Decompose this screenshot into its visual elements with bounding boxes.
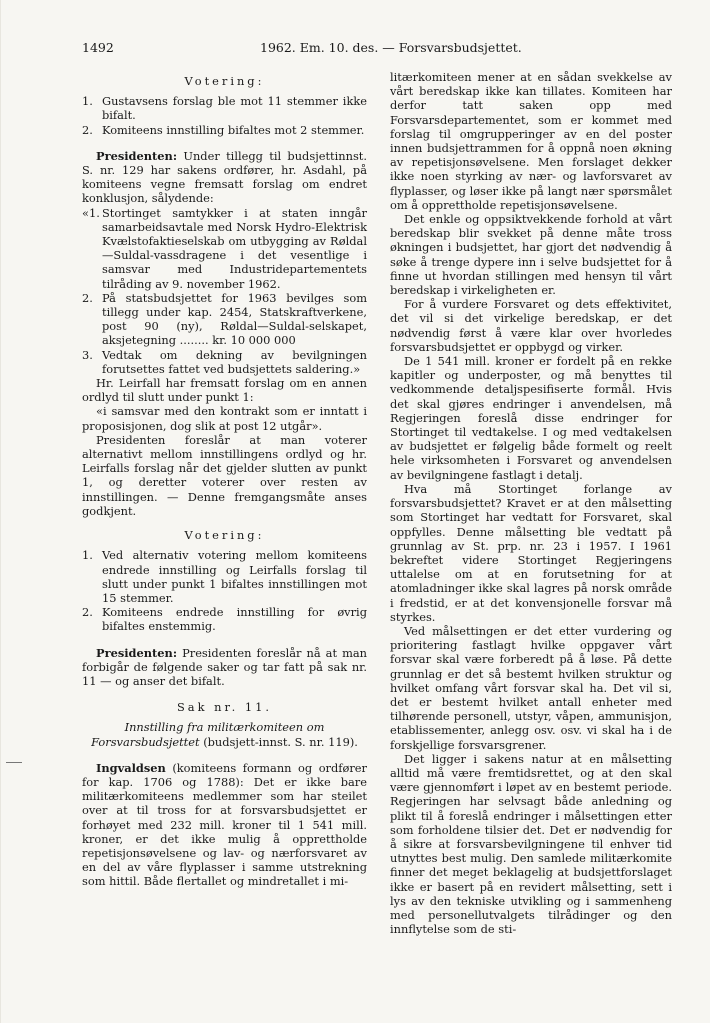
votering-list-2 xyxy=(82,548,367,633)
list-item: «1. Stortinget samtykker i at staten inngår samarbeidsavtale med Norsk Hydro-Elektrisk Kvælstofaktieselskab om utbygging av Røldal—Suldal-vassdragene i det vesentlige i samsvar med Industridepartementets tilråding av 9. november 1962. xyxy=(82,205,367,291)
paragraph: Ved målsettingen er det etter vurdering og prioritering fastlagt hvilke oppgaver vårt forsvar skal være forberedt på å løse. På dette grunnlag er det så bestemt hvilken struktur og hvilket omfang vårt forsvar skal ha. Det vil si, det er bestemt hvilket antall enheter med tilhørende personell, utstyr, våpen, ammunisjon, etablissementer, anlegg osv. osv. vi skal ha i de forskjellige forsvarsgrener. xyxy=(390,623,672,752)
list-item: 1. Ved alternativ votering mellom komiteens endrede innstilling og Leirfalls forslag til slutt under punkt 1 bifaltes innstillingen mot 15 stemmer. xyxy=(82,548,367,605)
paragraph: Det enkle og oppsiktvekkende forhold at vårt beredskap blir svekket på denne måte tross økningen i budsjettet, har gjort det nødvendig å søke å trenge dypere inn i selve budsjettet for å finne ut hvordan stillingen med hensyn til vårt beredskap i virkeligheten er. xyxy=(390,212,672,298)
proposal-list xyxy=(82,206,367,376)
list-item: 2. Komiteens innstilling bifaltes mot 2 stemmer. xyxy=(82,122,365,137)
votering-heading-2: Votering: xyxy=(184,528,265,543)
right-column xyxy=(390,70,672,936)
margin-mark xyxy=(6,762,22,763)
list-item: 2. Komiteens endrede innstilling for øvrig bifaltes enstemmig. xyxy=(82,605,367,634)
page-edge xyxy=(0,0,1,1023)
running-head: 1962. Em. 10. des. — Forsvarsbudsjettet. xyxy=(260,40,522,55)
paragraph-president-3: Presidenten: Presidenten foreslår nå at man forbigår de følgende saker og tar fatt på sak nr. 11 — og anser det bifalt. xyxy=(82,645,367,688)
list-item: 3. Vedtak om dekning av bevilgningen forutsettes fattet ved budsjettets saldering.» xyxy=(82,347,367,376)
list-item: 1. Gustavsens forslag ble mot 11 stemmer ikke bifalt. xyxy=(82,94,367,123)
paragraph: De 1 541 mill. kroner er fordelt på en rekke kapitler og underposter, og må benyttes til vedkommende detaljspesifiserte formål. Hvis det skal gjøres endringer i anvendelsen, må Regjeringen foreslå disse endringer for Stortinget til vedtakelse. I og med vedtakelsen av budsjettet er følgelig både formelt og reelt hele virksomheten i Forsvaret og anvendelsen av bevilgningene fastlagt i detalj. xyxy=(390,354,672,482)
paragraph: For å vurdere Forsvaret og dets effektivitet, det vil si det virkelige beredskap, er det nødvendig først å være klar over hvorledes forsvarsbudsjettet er oppbygd og virker. xyxy=(390,297,672,354)
speaker-name: Presidenten: xyxy=(96,645,178,660)
paragraph-leirfall: Hr. Leirfall har fremsatt forslag om en annen ordlyd til slutt under punkt 1: xyxy=(82,376,367,405)
left-column xyxy=(82,70,367,889)
paragraph-president-1: Presidenten: Under tillegg til budsjettinnst. S. nr. 129 har sakens ordfører, hr. Asdahl, på komiteens vegne fremsatt forslag om endret konklusjon, sålydende: xyxy=(82,148,367,206)
speaker-name: Ingvaldsen xyxy=(96,760,166,775)
sak-heading: Sak nr. 11. xyxy=(176,700,272,715)
paragraph-president-2: Presidenten foreslår at man voterer alternativt mellom innstillingens ordlyd og hr. Leirfalls forslag når det gjelder slutten av punkt 1, og deretter voterer over resten av innstillingen. — Denne fremgangsmåte anses godkjent. xyxy=(82,432,367,518)
votering-list-1 xyxy=(82,94,367,137)
paragraph: Det ligger i sakens natur at en målsetting alltid må være fremtidsrettet, og at den skal være gjennomført i løpet av en bestemt periode. Regjeringen har selvsagt både anledning og plikt til å foreslå endringer i målsettingen etter som forholdene tilsier det. Det er nødvendig for å sikre at forsvarsbevilgningene til enhver tid utnyttes best mulig. Den samlede militærkomite finner det meget beklagelig at budsjettforslaget ikke er basert på en revidert målsetting, sett i lys av den tekniske utvikling og i sammenheng med personellutvalgets tilrådinger og den innflytelse som de sti- xyxy=(390,751,672,937)
paragraph-ingvaldsen: Ingvaldsen (komiteens formann og ordfører for kap. 1706 og 1788): Det er ikke bare militærkomiteens medlemmer som har steilet over at til tross for at forsvarsbudsjettet er forhøyet med 232 mill. kroner til 1 541 mill. kroner, er det ikke mulig å opprettholde repetisjonsøvelsene og lav- og nærforsvaret av en del av våre flyplasser i samme utstrekning som hittil. Både flertallet og mindretallet i mi- xyxy=(82,760,367,889)
sak-subtitle: Innstilling fra militærkomiteen om Forsvarsbudsjettet (budsjett-innst. S. nr. 119). xyxy=(91,720,358,749)
page-number: 1492 xyxy=(82,40,114,55)
paragraph: Hva må Stortinget forlange av forsvarsbudsjettet? Kravet er at den målsetting som Stortinget har vedtatt for Forsvaret, skal oppfylles. Denne målsetting ble vedtatt på grunnlag av St. prp. nr. 23 i 1957. I 1961 bekreftet videre Stortinget Regjeringens uttalelse om at en forutsetning for at atomladninger ikke skal lagres på norsk område i fredstid, er at det konvensjonelle forsvar må styrkes. xyxy=(390,481,672,624)
paragraph: litærkomiteen mener at en sådan svekkelse av vårt beredskap ikke kan tillates. Komiteen har derfor tatt saken opp med Forsvarsdepartementet, som er kommet med forslag til omgrupperinger av en del poster innen budsjettrammen for å oppnå noen økning av repetisjonsøvelsene. Men forslaget dekker ikke noen styrking av nær- og lavforsvaret av flyplasser, og løser ikke på langt nær spørsmålet om å opprettholde repetisjonsøvelsene. xyxy=(390,70,672,212)
speaker-name: Presidenten: xyxy=(96,148,178,163)
paragraph-leirfall-quote: «i samsvar med den kontrakt som er inntatt i proposisjonen, dog slik at post 12 utgår». xyxy=(82,404,367,433)
list-item: 2. På statsbudsjettet for 1963 bevilges som tillegg under kap. 2454, Statskraftverkene, post 90 (ny), Røldal—Suldal-selskapet, aksjetegning ........ kr. 10 000 000 xyxy=(82,290,367,348)
votering-heading-1: Votering: xyxy=(184,74,265,88)
page-header xyxy=(82,40,670,60)
